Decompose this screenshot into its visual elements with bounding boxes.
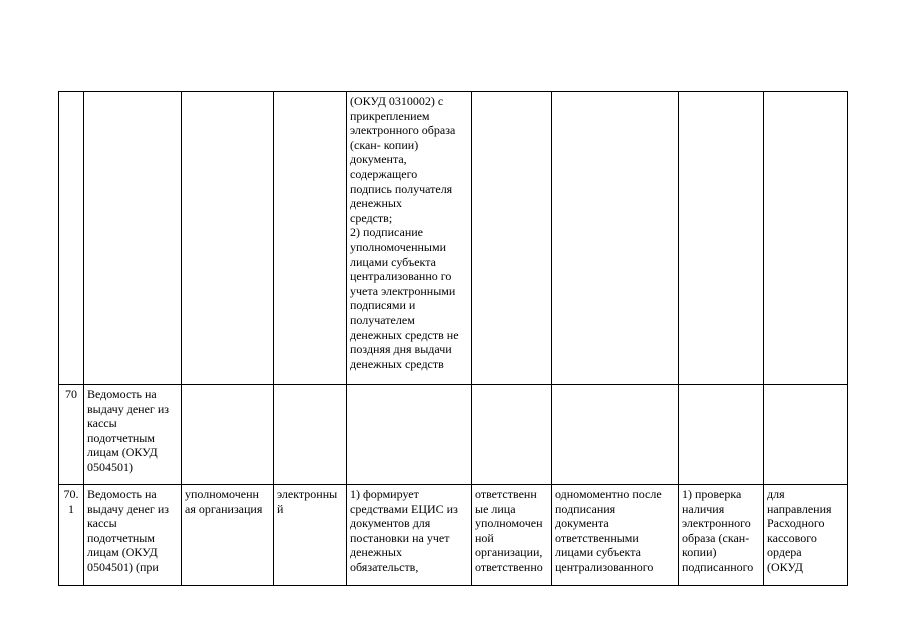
form-cell (274, 92, 347, 385)
responsible-cell (182, 385, 274, 485)
control-cell: 1) проверка наличия электронного образа (скан- копии) подписанного (679, 485, 764, 586)
procedure-cell (347, 385, 472, 485)
row-number-cell: 70 (59, 385, 84, 485)
responsible-cell: уполномоченн ая организация (182, 485, 274, 586)
form-cell (274, 385, 347, 485)
procedure-cell: 1) формирует средствами ЕЦИС из документов для постановки на учет денежных обязательств, (347, 485, 472, 586)
row-number-cell: 70. 1 (59, 485, 84, 586)
control-cell (679, 385, 764, 485)
responsible-cell (182, 92, 274, 385)
document-name-cell (84, 92, 182, 385)
document-name-cell: Ведомость на выдачу денег из кассы подотчетным лицам (ОКУД 0504501) (при (84, 485, 182, 586)
purpose-cell (764, 385, 848, 485)
deadline-cell: одномоментно после подписания документа ответственными лицами субъекта централизованного (552, 485, 679, 586)
form-cell: электронны й (274, 485, 347, 586)
purpose-cell: для направления Расходного кассового ордера (ОКУД (764, 485, 848, 586)
procedure-cell: (ОКУД 0310002) с прикреплением электронного образа (скан- копии) документа, содержащего подпись получателя денежных средств; 2) подписание уполномоченными лицами субъекта централизованно го учета электронными подписями и получателем денежных средств не поздняя дня выдачи денежных средств (347, 92, 472, 385)
document-name-cell: Ведомость на выдачу денег из кассы подотчетным лицам (ОКУД 0504501) (84, 385, 182, 485)
deadline-cell (552, 385, 679, 485)
control-cell (679, 92, 764, 385)
row-number-cell (59, 92, 84, 385)
signer-cell (472, 385, 552, 485)
deadline-cell (552, 92, 679, 385)
signer-cell: ответственн ые лица уполномочен ной организации, ответственно (472, 485, 552, 586)
table-row (59, 385, 848, 485)
purpose-cell (764, 92, 848, 385)
register-table (58, 91, 848, 586)
table-row (59, 92, 848, 385)
table-row (59, 485, 848, 586)
signer-cell (472, 92, 552, 385)
